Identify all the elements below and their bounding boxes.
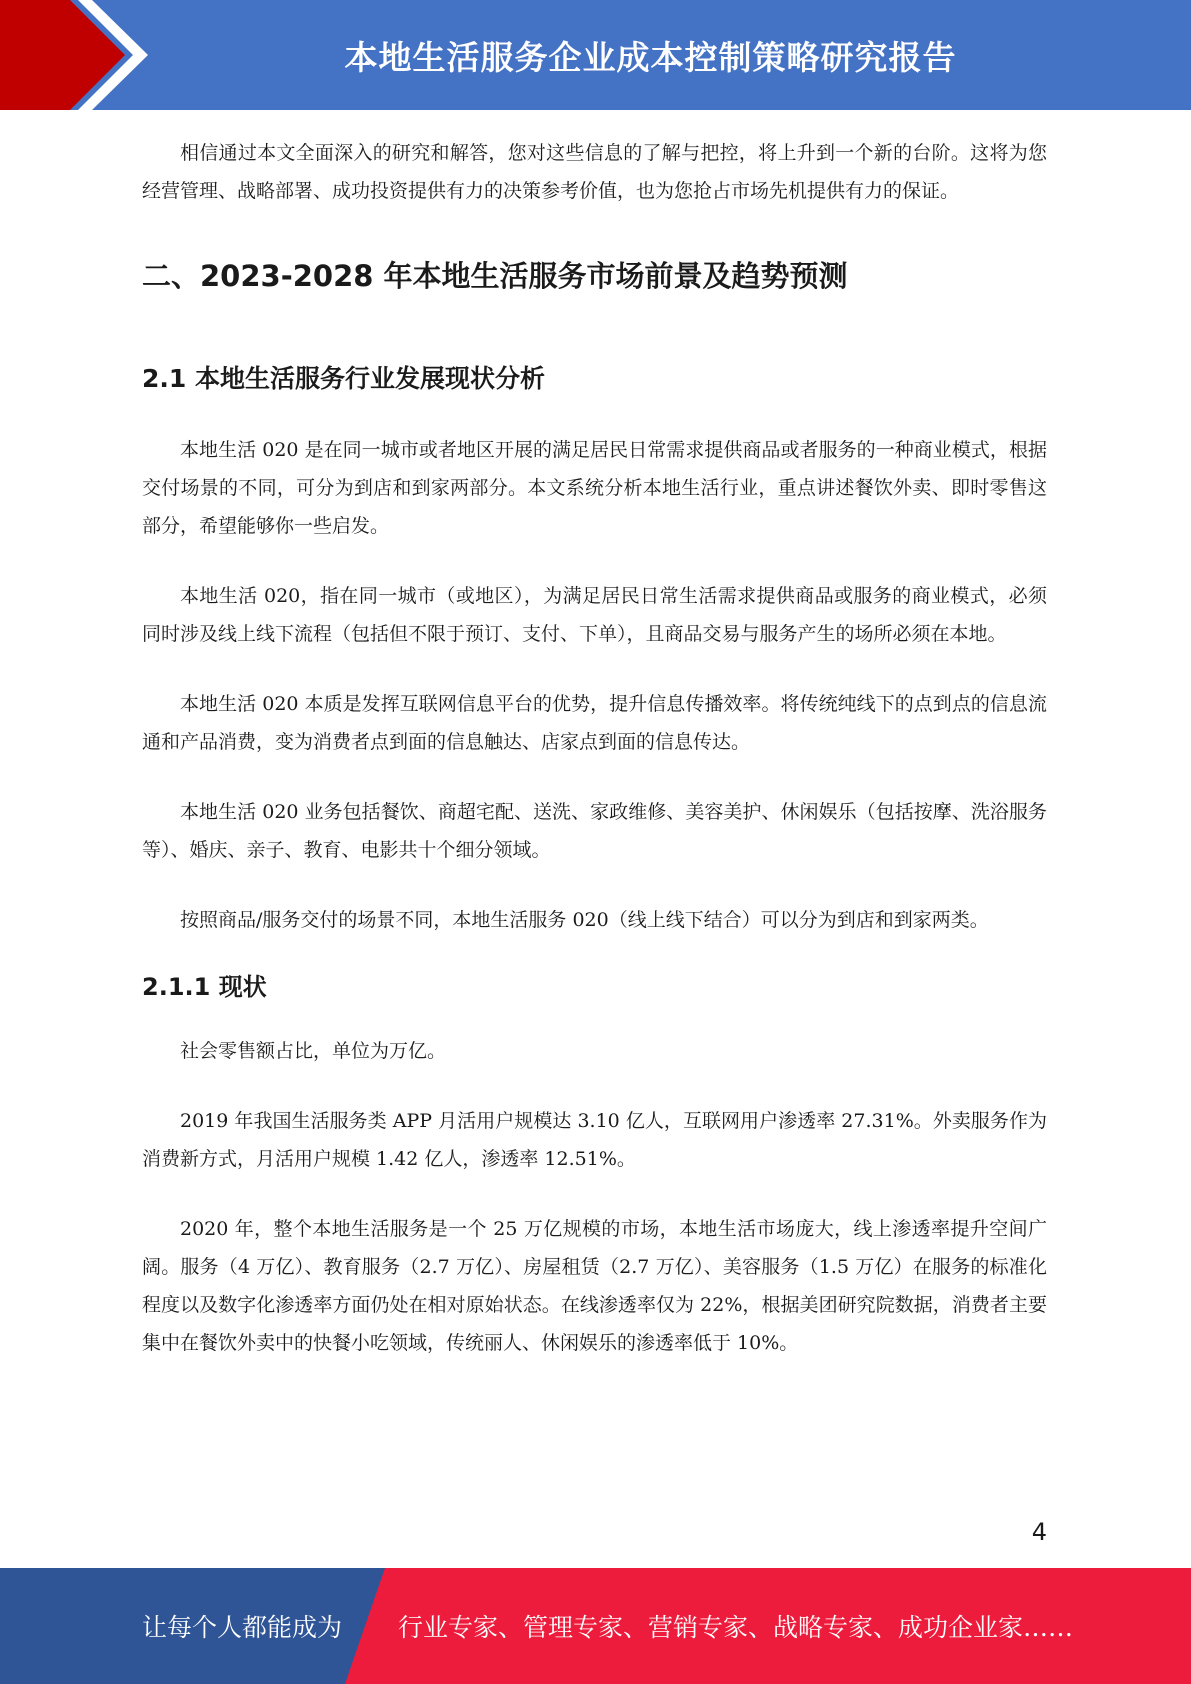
body-paragraph: 2020 年，整个本地生活服务是一个 25 万亿规模的市场，本地生活市场庞大，线上渗透率提升空间广阔。服务（4 万亿）、教育服务（2.7 万亿）、房屋租赁（2.7 万亿）、美容服务（1.5 万亿）在服务的标准化程度以及数字化渗透率方面仍处在相对原始状态。在线渗透率仅为 22%，根据美团研究院数据，消费者主要集中在餐饮外卖中的快餐小吃领域，传统丽人、休闲娱乐的渗透率低于 10%。 (142, 1218, 1047, 1354)
footer-slogan-left: 让每个人都能成为 (142, 1613, 343, 1642)
body-paragraph: 本地生活 020 本质是发挥互联网信息平台的优势，提升信息传播效率。将传统纯线下的点到点的信息流通和产品消费，变为消费者点到面的信息触达、店家点到面的信息传达。 (142, 693, 1047, 753)
intro-paragraph: 相信通过本文全面深入的研究和解答，您对这些信息的了解与把控，将上升到一个新的台阶。这将为您经营管理、战略部署、成功投资提供有力的决策参考价值，也为您抢占市场先机提供有力的保证。 (142, 142, 1047, 202)
body-paragraph: 本地生活 020 业务包括餐饮、商超宅配、送洗、家政维修、美容美护、休闲娱乐（包括按摩、洗浴服务等）、婚庆、亲子、教育、电影共十个细分领域。 (142, 801, 1047, 861)
body-paragraph: 本地生活 020，指在同一城市（或地区），为满足居民日常生活需求提供商品或服务的商业模式，必须同时涉及线上线下流程（包括但不限于预订、支付、下单），且商品交易与服务产生的场所必须在本地。 (142, 585, 1047, 645)
page-header (0, 0, 1191, 110)
body-paragraph: 按照商品/服务交付的场景不同，本地生活服务 020（线上线下结合）可以分为到店和到家两类。 (180, 909, 989, 931)
section-heading: 二、2023-2028 年本地生活服务市场前景及趋势预测 (142, 259, 848, 293)
subsubsection-heading: 2.1.1 现状 (142, 973, 267, 1001)
page-number: 4 (1031, 1518, 1047, 1546)
body-paragraph: 社会零售额占比，单位为万亿。 (180, 1040, 447, 1062)
report-title: 本地生活服务企业成本控制策略研究报告 (344, 37, 957, 77)
page-footer (0, 1568, 1191, 1684)
body-paragraph: 2019 年我国生活服务类 APP 月活用户规模达 3.10 亿人，互联网用户渗透率 27.31%。外卖服务作为消费新方式，月活用户规模 1.42 亿人，渗透率 12.51%。 (142, 1110, 1047, 1170)
subsection-heading: 2.1 本地生活服务行业发展现状分析 (142, 364, 545, 393)
footer-slogan-right: 行业专家、管理专家、营销专家、战略专家、成功企业家…… (398, 1613, 1074, 1642)
page-content (142, 110, 1047, 1362)
body-paragraph: 本地生活 020 是在同一城市或者地区开展的满足居民日常需求提供商品或者服务的一种商业模式，根据交付场景的不同，可分为到店和到家两部分。本文系统分析本地生活行业，重点讲述餐饮外卖、即时零售这部分，希望能够你一些启发。 (142, 439, 1047, 537)
